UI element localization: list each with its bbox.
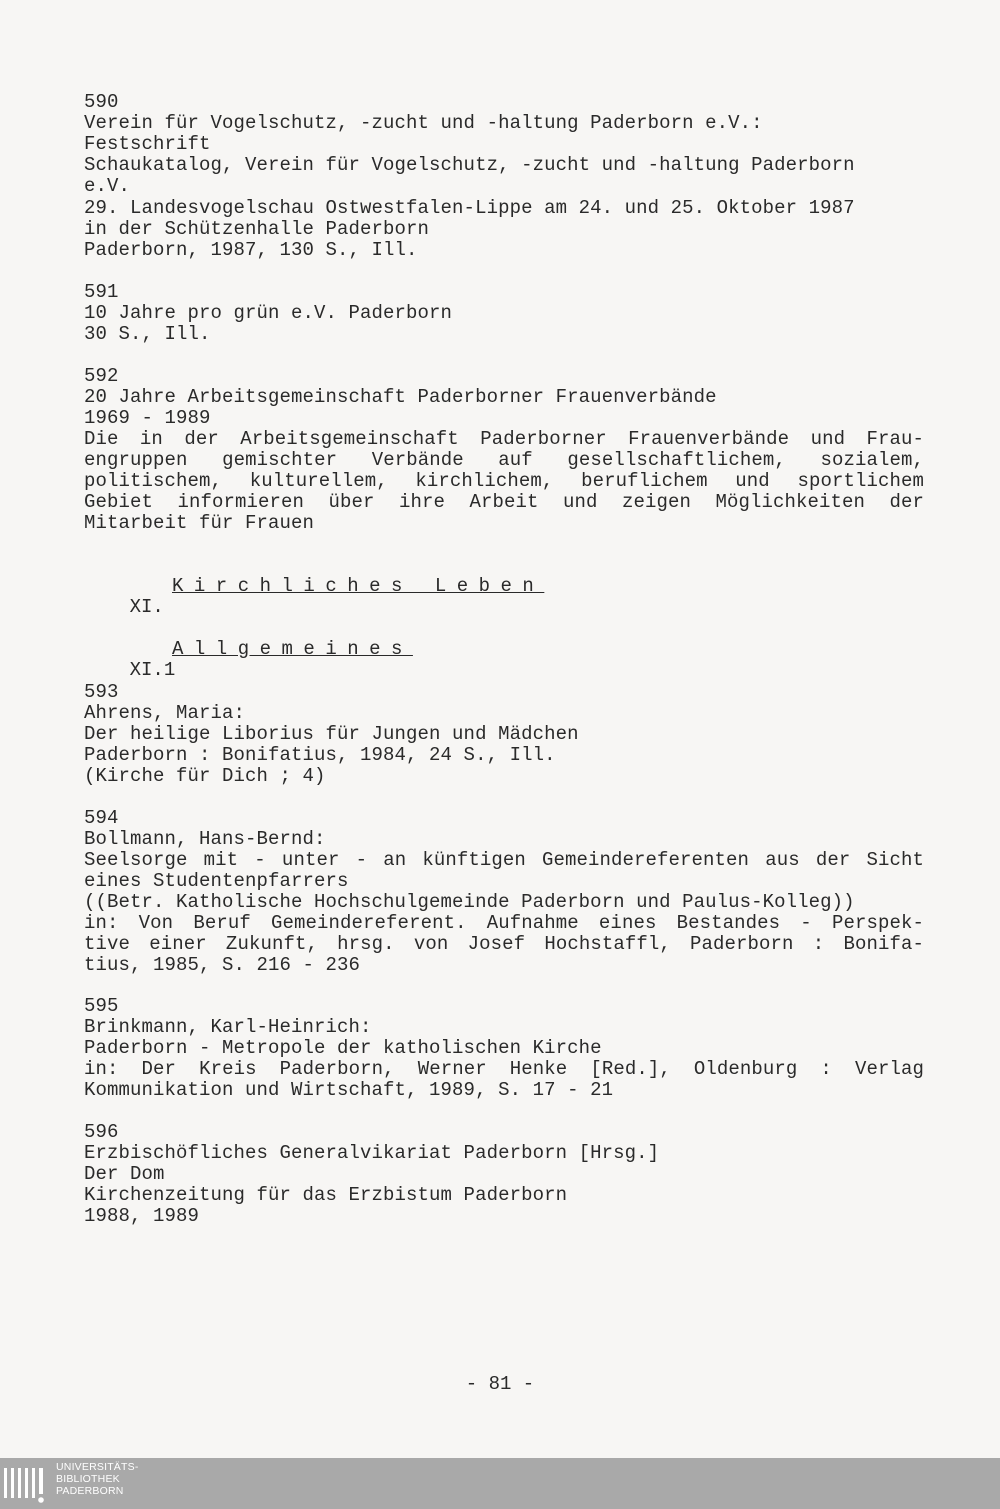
entry-text: Seelsorge mit - unter - an künftigen Gemeindereferenten aus der Sicht	[84, 849, 924, 871]
library-logo-icon	[4, 1462, 48, 1506]
subsection-number: XI.1	[129, 659, 176, 681]
subsection-title: Allgemeines	[172, 638, 413, 660]
entry-text: in: Von Beruf Gemeindereferent. Aufnahme eines Bestandes - Perspek-	[84, 912, 924, 934]
entry-text: Kirchenzeitung für das Erzbistum Paderborn	[84, 1184, 568, 1206]
entry-text: 1969 - 1989	[84, 407, 211, 429]
entry-number: 595	[84, 995, 119, 1017]
entry-text: tive einer Zukunft, hrsg. von Josef Hochstaffl, Paderborn : Bonifa-	[84, 933, 924, 955]
entry-text: Paderborn, 1987, 130 S., Ill.	[84, 239, 418, 261]
entry-number: 596	[84, 1121, 119, 1143]
entry-text: eines Studentenpfarrers	[84, 870, 349, 892]
entry-text: engruppen gemischter Verbände auf gesellschaftlichem, sozialem,	[84, 449, 924, 471]
page-number: - 81 -	[465, 1373, 535, 1395]
entry-author: Erzbischöfliches Generalvikariat Paderborn [Hrsg.]	[84, 1142, 660, 1164]
entry-text: Paderborn - Metropole der katholischen Kirche	[84, 1037, 602, 1059]
logo-line: BIBLIOTHEK	[56, 1473, 120, 1485]
section-number: XI.	[129, 596, 164, 618]
entry-text: ((Betr. Katholische Hochschulgemeinde Paderborn und Paulus-Kolleg))	[84, 891, 855, 913]
entry-number: 594	[84, 807, 119, 829]
entry-text: politischem, kulturellem, kirchlichem, beruflichem und sportlichem	[84, 470, 924, 492]
entry-text: 29. Landesvogelschau Ostwestfalen-Lippe am 24. und 25. Oktober 1987	[84, 197, 855, 219]
entry-number: 591	[84, 281, 119, 303]
entry-number: 593	[84, 681, 119, 703]
entry-author: Ahrens, Maria:	[84, 702, 246, 724]
entry-text: in der Schützenhalle Paderborn	[84, 218, 430, 240]
entry-text: Der heilige Liborius für Jungen und Mädchen	[84, 723, 579, 745]
entry-text: 10 Jahre pro grün e.V. Paderborn	[84, 302, 453, 324]
library-footer-bar	[0, 1458, 1000, 1509]
entry-number: 590	[84, 91, 119, 113]
entry-text: Schaukatalog, Verein für Vogelschutz, -zucht und -haltung Paderborn	[84, 154, 855, 176]
entry-text: Paderborn : Bonifatius, 1984, 24 S., Ill.	[84, 744, 556, 766]
entry-text: Mitarbeit für Frauen	[84, 512, 315, 534]
entry-author: Brinkmann, Karl-Heinrich:	[84, 1016, 372, 1038]
entry-text: 20 Jahre Arbeitsgemeinschaft Paderborner Frauenverbände	[84, 386, 717, 408]
entry-text: tius, 1985, S. 216 - 236	[84, 954, 361, 976]
entry-text: 1988, 1989	[84, 1205, 200, 1227]
entry-text: Festschrift	[84, 133, 211, 155]
entry-text: 30 S., Ill.	[84, 323, 211, 345]
entry-text: Kommunikation und Wirtschaft, 1989, S. 17 - 21	[84, 1079, 614, 1101]
entry-author: Bollmann, Hans-Bernd:	[84, 828, 326, 850]
entry-text: Die in der Arbeitsgemeinschaft Paderborner Frauenverbände und Frau-	[84, 428, 924, 450]
logo-line: UNIVERSITÄTS-	[56, 1461, 139, 1473]
entry-number: 592	[84, 365, 119, 387]
entry-text: in: Der Kreis Paderborn, Werner Henke [Red.], Oldenburg : Verlag	[84, 1058, 924, 1080]
library-logo-text	[56, 1461, 139, 1497]
entry-text: (Kirche für Dich ; 4)	[84, 765, 326, 787]
entry-text: Der Dom	[84, 1163, 165, 1185]
entry-text: e.V.	[84, 175, 131, 197]
logo-line: PADERBORN	[56, 1485, 124, 1497]
entry-text: Gebiet informieren über ihre Arbeit und zeigen Möglichkeiten der	[84, 491, 924, 513]
section-title: Kirchliches Leben	[172, 575, 545, 597]
entry-text: Verein für Vogelschutz, -zucht und -haltung Paderborn e.V.:	[84, 112, 763, 134]
